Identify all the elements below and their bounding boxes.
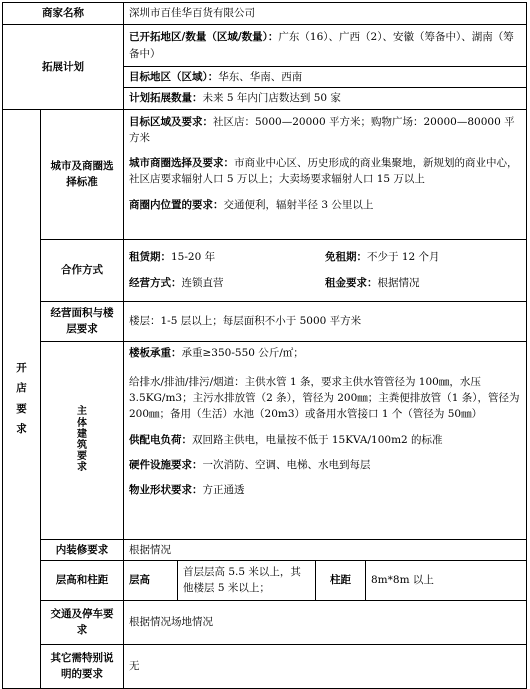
floor-area-row (3, 301, 527, 341)
rent-label: 租金要求： (325, 276, 378, 289)
shape-value: 方正通透 (202, 484, 245, 497)
building-label-char: 要 (77, 451, 87, 463)
merchant-value: 深圳市百佳华百货有限公司 (124, 3, 527, 25)
expansion-plan (124, 88, 527, 109)
opening-requirements-label (3, 109, 41, 688)
mode-value: 连锁直营 (181, 276, 224, 289)
free-value: 不少于 12 个月 (367, 251, 440, 264)
target-label: 目标地区（区域）： (129, 71, 219, 83)
plan-value: 未来 5 年内门店数达到 50 家 (202, 92, 341, 105)
lease-value: 15-20 年 (171, 251, 216, 264)
building-label-char: 主 (77, 406, 87, 418)
traffic-label: 交通及停车要求 (41, 600, 124, 644)
target-value: 华东、华南、西南 (218, 71, 303, 83)
cooperation-content (124, 239, 527, 301)
position-value: 交通便利，辐射半径 3 公里以上 (223, 198, 374, 211)
building-content (124, 341, 527, 539)
lease-label: 租赁期： (129, 251, 171, 264)
column-label: 柱距 (316, 560, 366, 600)
floor-area-label: 经营面积与楼层要求 (41, 301, 124, 341)
other-row (3, 644, 527, 688)
requirements-table (2, 2, 527, 689)
height-value: 首层层高 5.5 米以上，其他楼层 5 米以上； (178, 560, 316, 600)
city-row (3, 109, 527, 239)
cooperation-row (3, 239, 527, 301)
merchant-row (3, 3, 527, 25)
area-label: 目标区域及要求： (129, 115, 213, 128)
height-row-label: 层高和柱距 (41, 560, 124, 600)
building-label-char: 筑 (77, 440, 87, 452)
area-value: 社区店：5000—20000 平方米；购物广场：20000—80000 平方米 (129, 115, 515, 144)
expansion-target (124, 67, 527, 88)
city-content (124, 109, 527, 239)
power-label: 供配电负荷： (129, 433, 192, 446)
power-value: 双回路主供电，电量按不低于 15KVA/100m2 的标准 (192, 433, 443, 446)
load-label: 楼板承重： (129, 346, 182, 359)
hardware-value: 一次消防、空调、电梯、水电到每层 (202, 458, 371, 471)
district-label: 城市商圈选择及要求： (129, 157, 234, 170)
cooperation-label: 合作方式 (41, 239, 124, 301)
hardware-label: 硬件设施要求： (129, 458, 203, 471)
load-value: 承重≥350-550 公斤/㎡； (181, 346, 304, 359)
traffic-row (3, 600, 527, 644)
building-row (3, 341, 527, 539)
decoration-value: 根据情况 (124, 539, 527, 560)
opened-value: 广东（16）、广西（2）、安徽（筹备中）、湖南（筹备中） (129, 31, 514, 60)
floor-area-value: 楼层：1-5 层以上；每层面积不小于 5000 平方米 (124, 301, 527, 341)
plan-label: 计划拓展数量： (129, 92, 203, 105)
opening-label-char: 求 (16, 423, 27, 436)
expansion-label: 拓展计划 (3, 25, 124, 110)
building-label-char: 体 (77, 417, 87, 429)
mode-label: 经营方式： (129, 276, 182, 289)
building-label-char: 求 (77, 462, 87, 474)
decoration-label: 内装修要求 (41, 539, 124, 560)
shape-label: 物业形状要求： (129, 484, 203, 497)
merchant-label: 商家名称 (3, 3, 124, 25)
water-value: 给排水/排油/排污/烟道：主供水管 1 条，要求主供水管管径为 100㎜，水压 3.5KG/m3；主污水排放管（2 条），管径为 200㎜；主粪便排放管（1 条），管径为 200㎜；备用（生活）水池（20m3）或备用水管接口 1 个（管径为 50㎜） (129, 375, 520, 421)
building-label (41, 341, 124, 539)
height-label: 层高 (124, 560, 178, 600)
decoration-row (3, 539, 527, 560)
rent-value: 根据情况 (377, 276, 420, 289)
city-label: 城市及商圈选择标准 (41, 109, 124, 239)
district-value: 市商业中心区、历史形成的商业集聚地，新规划的商业中心，社区店要求辐射人口 5 万以上；大卖场要求辐射人口 15 万以上 (129, 157, 518, 186)
opened-label: 已开拓地区/数量（区域/数量）： (129, 31, 279, 44)
building-label-char: 建 (77, 428, 87, 440)
opening-label-char: 店 (16, 382, 27, 395)
opening-label-char: 开 (16, 361, 27, 374)
traffic-value: 根据情况场地情况 (124, 600, 527, 644)
height-row (3, 560, 527, 600)
free-label: 免租期： (325, 251, 367, 264)
expansion-opened-row (3, 25, 527, 67)
opening-label-char: 要 (16, 402, 27, 415)
other-value: 无 (124, 644, 527, 688)
position-label: 商圈内位置的要求： (129, 198, 224, 211)
column-value: 8m*8m 以上 (366, 560, 527, 600)
expansion-opened (124, 25, 527, 67)
other-label: 其它需特别说明的要求 (41, 644, 124, 688)
